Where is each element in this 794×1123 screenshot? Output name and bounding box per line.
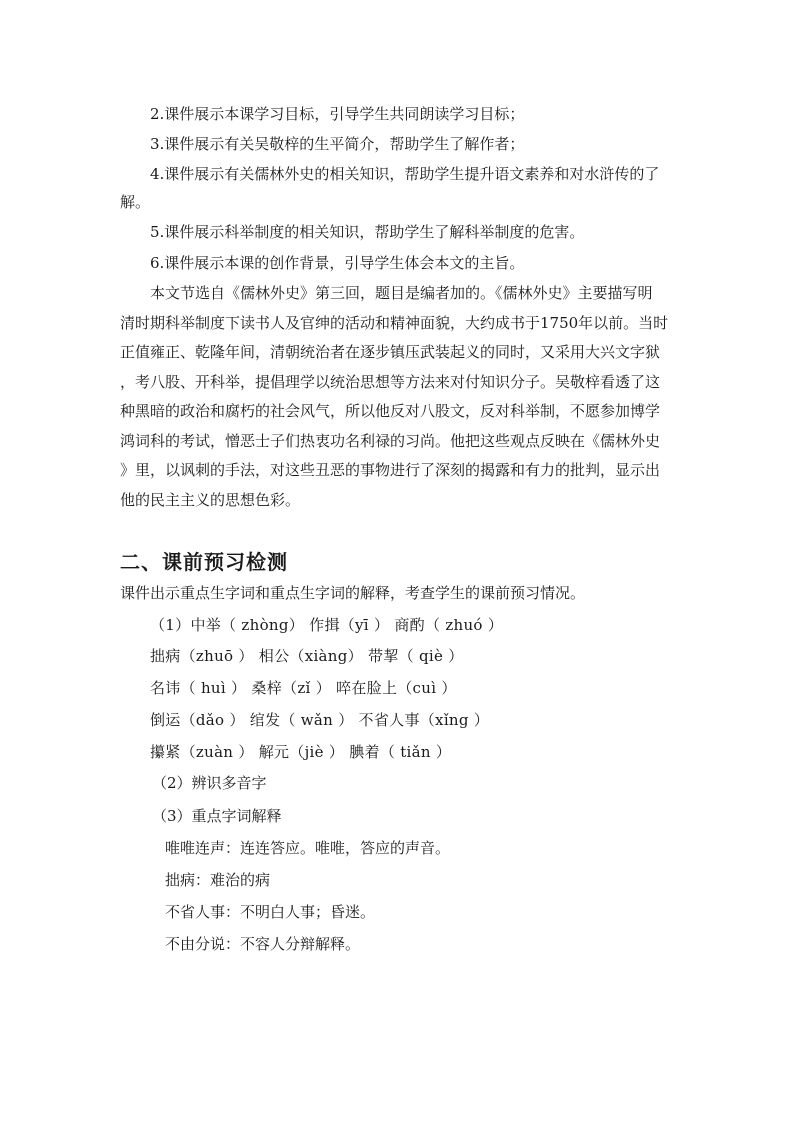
objective-item: 4.课件展示有关儒林外史的相关知识，帮助学生提升语文素养和对水浒传的了 [150, 165, 660, 183]
objective-item: 3.课件展示有关吴敬梓的生平简介，帮助学生了解作者； [150, 135, 525, 153]
vocab-row: 拙病（zhuō ） 相公（xiàng） 带挈（ qiè ） [150, 647, 464, 665]
vocab-row: 名讳（ huì ） 桑梓（zǐ ） 啐在脸上（cuì ） [150, 679, 457, 697]
paragraph-line: 种黑暗的政治和腐朽的社会风气，所以他反对八股文，反对科举制，不愿参加博学 [120, 402, 661, 420]
vocab-row: 倒运（dǎo ） 绾发（ wǎn ） 不省人事（xǐng ） [150, 711, 490, 729]
section-heading: 二、课前预习检测 [120, 550, 288, 574]
paragraph-line: 》里，以讽刺的手法，对这些丑恶的事物进行了深刻的揭露和有力的批判，显示出 [120, 461, 661, 479]
paragraph-line: 清时期科举制度下读书人及官绅的活动和精神面貌，大约成书于1750年以前。当时 [120, 314, 669, 332]
paragraph-line: 本文节选自《儒林外史》第三回，题目是编者加的。《儒林外史》主要描写明 [150, 284, 653, 302]
objective-item: 2.课件展示本课学习目标，引导学生共同朗读学习目标； [150, 105, 525, 123]
objective-item-continuation: 解。 [120, 193, 151, 211]
vocab-row: 攥紧（zuàn ） 解元（jiè ） 腆着（ tiǎn ） [150, 743, 452, 761]
objective-item: 6.课件展示本课的创作背景，引导学生体会本文的主旨。 [150, 254, 525, 272]
paragraph-line: ，考八股、开科举，提倡理学以统治思想等方法来对付知识分子。吴敬梓看透了这 [120, 373, 661, 391]
definition-item: 不由分说：不容人分辩解释。 [165, 935, 361, 953]
definition-item: 不省人事：不明白人事；昏迷。 [165, 903, 376, 921]
definition-item: 拙病：难治的病 [165, 871, 271, 889]
section-intro: 课件出示重点生字词和重点生字词的解释，考查学生的课前预习情况。 [120, 584, 586, 602]
vocab-row: （1）中举（ zhòng） 作揖（yī ） 商酌（ zhuó ） [150, 616, 504, 634]
paragraph-line: 鸿词科的考试，憎恶士子们热衷功名利禄的习尚。他把这些观点反映在《儒林外史 [120, 432, 661, 450]
definition-item: 唯唯连声：连连答应。唯唯，答应的声音。 [165, 839, 451, 857]
paragraph-line: 他的民主主义的思想色彩。 [120, 491, 301, 509]
subsection-title: （2）辨识多音字 [152, 774, 267, 792]
subsection-title: （3）重点字词解释 [152, 807, 282, 825]
paragraph-line: 正值雍正、乾隆年间，清朝统治者在逐步镇压武装起义的同时，又采用大兴文字狱 [120, 343, 661, 361]
objective-item: 5.课件展示科举制度的相关知识，帮助学生了解科举制度的危害。 [150, 223, 585, 241]
